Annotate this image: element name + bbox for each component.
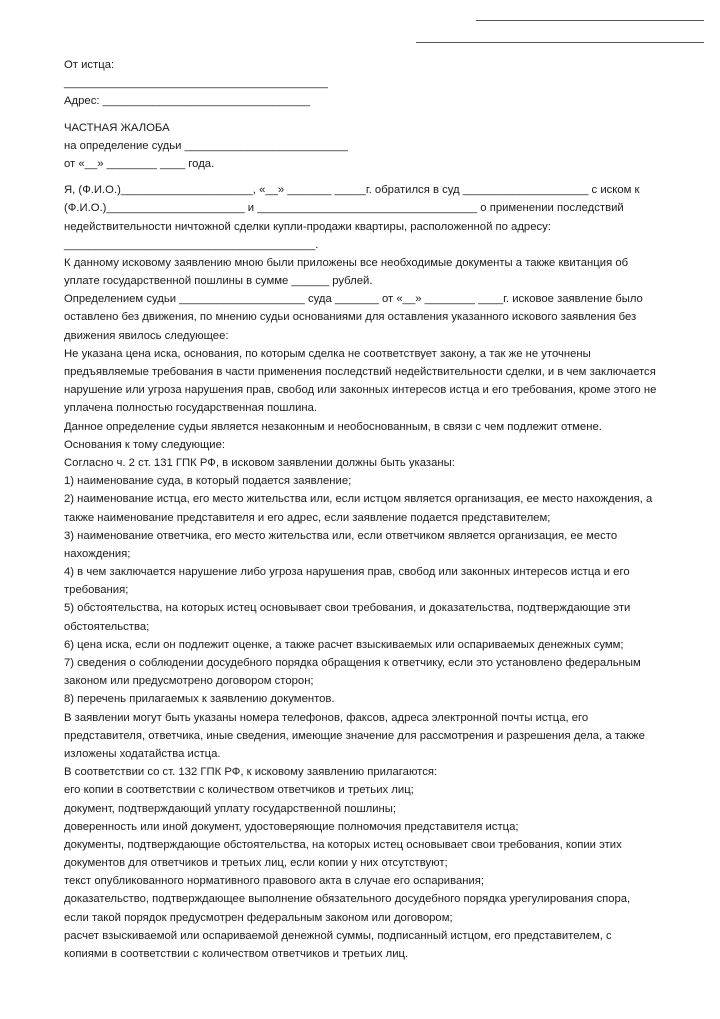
addressee-line-2 xyxy=(416,42,704,43)
address-line: Адрес: _________________________________ xyxy=(64,95,310,108)
paragraph-line: (Ф.И.О.)______________________ и ___________________________________ о применении последствий xyxy=(64,202,624,215)
title-subline-2: от «__» ________ ____ года. xyxy=(64,157,215,170)
paragraph-line: предъявляемые требования в части применения последствий недействительности сделки, и в чем заключается xyxy=(64,366,656,378)
list-item: 4) в чем заключается нарушение либо угроза нарушения прав, свобод или законных интересов истца и его xyxy=(64,566,630,579)
list-item: законом или предусмотрено договором сторон; xyxy=(64,675,314,688)
list-item: 8) перечень прилагаемых к заявлению документов. xyxy=(64,693,335,706)
document-body xyxy=(64,56,704,963)
paragraph-line: К данному исковому заявлению мною были приложены все необходимые документы а также квитанция об xyxy=(64,256,629,269)
list-item: документы, подтверждающие обстоятельства, на которых истец основывает свои требования, копии этих xyxy=(64,838,622,851)
paragraph-line: Основания к тому следующие: xyxy=(64,438,226,451)
plaintiff-name-blank: __________________________________________ xyxy=(64,77,328,90)
paragraph-line: уплачена полностью государственная пошлина. xyxy=(64,402,318,415)
list-item: 6) цена иска, если он подлежит оценке, а также расчет взыскиваемых или оспариваемых денежных сумм; xyxy=(64,638,624,651)
list-item: расчет взыскиваемой или оспариваемой денежной суммы, подписанный истцом, его представителем, с xyxy=(64,929,612,942)
paragraph-line: Определением судьи ____________________ суда _______ от «__» ________ ____г. исковое заявление было xyxy=(64,293,643,306)
from-plaintiff-label: От истца: xyxy=(64,59,115,71)
paragraph-line: уплате государственной пошлины в сумме ______ рублей. xyxy=(64,275,373,288)
paragraph-line: В заявлении могут быть указаны номера телефонов, факсов, адреса электронной почты истца, его xyxy=(64,711,589,724)
list-item: документов для ответчиков и третьих лиц, если копии у них отсутствуют; xyxy=(64,857,448,870)
paragraph-line: ________________________________________. xyxy=(64,238,319,251)
paragraph-line: представителя, ответчика, иные сведения, имеющие значение для рассмотрения и разрешения дела, а также xyxy=(64,729,645,742)
list-item: нахождения; xyxy=(64,547,131,560)
list-item: также наименование представителя и его адрес, если заявление подается представителем; xyxy=(64,511,551,524)
list-item: доверенность или иной документ, удостоверяющие полномочия представителя истца; xyxy=(64,820,519,833)
title-subline-1: на определение судьи __________________________ xyxy=(64,139,348,152)
paragraph-line: В соответствии со ст. 132 ГПК РФ, к исковому заявлению прилагаются: xyxy=(64,766,438,779)
paragraph-line: Данное определение судьи является незаконным и необоснованным, в связи с чем подлежит отмене. xyxy=(64,420,602,433)
paragraph-line: движения явилось следующее: xyxy=(64,329,229,342)
paragraph-line: Согласно ч. 2 ст. 131 ГПК РФ, в исковом заявлении должны быть указаны: xyxy=(64,456,455,469)
addressee-line-1 xyxy=(476,20,704,21)
list-item: требования; xyxy=(64,584,129,597)
list-item: копиями в соответствии с количеством ответчиков и третьих лиц. xyxy=(64,948,409,960)
paragraph-line: недействительности ничтожной сделки купли-продажи квартиры, расположенной по адресу: xyxy=(64,220,551,233)
list-item: доказательство, подтверждающее выполнение обязательного досудебного порядка урегулирования спора, xyxy=(64,893,631,906)
list-item: 7) сведения о соблюдении досудебного порядка обращения к ответчику, если это установлено федеральным xyxy=(64,657,641,669)
list-item: 1) наименование суда, в который подается заявление; xyxy=(64,475,352,488)
paragraph-line: Я, (Ф.И.О.)_____________________, «__» _______ _____г. обратился в суд ____________________ с иском к xyxy=(64,184,640,197)
list-item: если такой порядок предусмотрен федеральным законом или договором; xyxy=(64,911,453,924)
paragraph-line: оставлено без движения, по мнению судьи основаниями для оставления указанного искового заявления без xyxy=(64,311,637,324)
list-item: документ, подтверждающий уплату государственной пошлины; xyxy=(64,802,397,815)
paragraph-line: изложены ходатайства истца. xyxy=(64,747,221,760)
list-item: обстоятельства; xyxy=(64,620,150,633)
list-item: 2) наименование истца, его место жительства или, если истцом является организация, ее место нахождения, а xyxy=(64,493,653,506)
list-item: 3) наименование ответчика, его место жительства или, если ответчиком является организация, ее место xyxy=(64,529,618,542)
paragraph-line: нарушение или угроза нарушения прав, свобод или законных интересов истца и его требования, кроме этого не xyxy=(64,384,657,397)
document-title: ЧАСТНАЯ ЖАЛОБА xyxy=(64,121,170,134)
list-item: текст опубликованного нормативного правового акта в случае его оспаривания; xyxy=(64,875,485,888)
paragraph-line: Не указана цена иска, основания, по которым сделка не соответствует закону, а так же не уточнены xyxy=(64,347,591,360)
list-item: 5) обстоятельства, на которых истец основывает свои требования, и доказательства, подтверждающие эти xyxy=(64,602,631,615)
list-item: его копии в соответствии с количеством ответчиков и третьих лиц; xyxy=(64,784,414,797)
